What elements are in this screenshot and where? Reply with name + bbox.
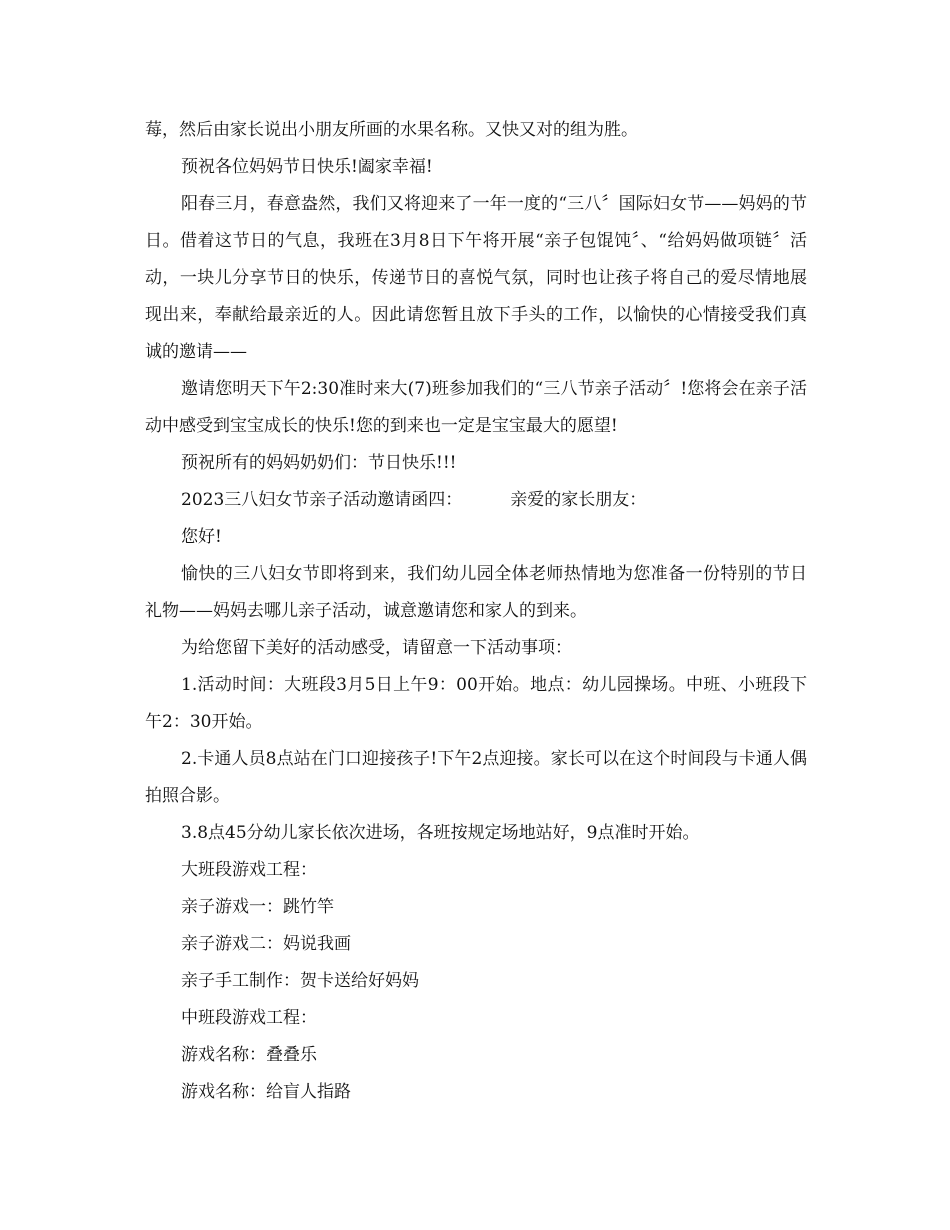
paragraph-intro: 阳春三月，春意盎然，我们又将迎来了一年一度的“三八〞国际妇女节——妈妈的节日。借着这节日的气息，我班在3月8日下午将开展“亲子包馄饨〞、“给妈妈做项链〞活动，一块儿分享节日的快乐，传递节日的喜悦气氛，同时也让孩子将自己的爱尽情地展现出来，奉献给最亲近的人。因此请您暂且放下手头的工作，以愉快的心情接受我们真诚的邀请—— [145,194,807,362]
game-item: 亲子游戏一：跳竹竿 [181,897,334,917]
list-item-entry: 3.8点45分幼儿家长依次进场，各班按规定场地站好，9点准时开始。 [181,823,700,843]
salutation: 亲爱的家长朋友： [510,490,647,510]
section-heading-middle: 中班段游戏工程： [181,1008,317,1028]
document-body [145,112,807,1111]
game-item: 亲子手工制作：贺卡送给好妈妈 [181,971,419,991]
game-item: 游戏名称：给盲人指路 [181,1082,351,1102]
paragraph-announcement: 愉快的三八妇女节即将到来，我们幼儿园全体老师热情地为您准备一份特别的节日礼物——妈妈去哪儿亲子活动，诚意邀请您和家人的到来。 [145,564,807,621]
paragraph-heading-line [145,482,807,519]
paragraph-notice: 为给您留下美好的活动感受，请留意一下活动事项： [181,638,572,658]
paragraph-greeting: 预祝所有的妈妈奶奶们：节日快乐!!! [181,453,457,473]
invitation-heading: 2023三八妇女节亲子活动邀请函四： [181,490,463,510]
list-item-cartoon: 2.卡通人员8点站在门口迎接孩子!下午2点迎接。家长可以在这个时间段与卡通人偶拍照合影。 [145,749,807,806]
game-item: 游戏名称：叠叠乐 [181,1045,317,1065]
paragraph-wishes: 预祝各位妈妈节日快乐!阖家幸福! [181,157,433,177]
paragraph-invitation: 邀请您明天下午2:30准时来大(7)班参加我们的“三八节亲子活动〞!您将会在亲子活动中感受到宝宝成长的快乐!您的到来也一定是宝宝最大的愿望! [145,379,807,436]
paragraph-continuation: 莓，然后由家长说出小朋友所画的水果名称。又快又对的组为胜。 [145,120,638,140]
section-heading-senior: 大班段游戏工程： [181,860,317,880]
paragraph-hello: 您好! [181,527,222,547]
list-item-time: 1.活动时间：大班段3月5日上午9：00开始。地点：幼儿园操场。中班、小班段下午2：30开始。 [145,675,807,732]
game-item: 亲子游戏二：妈说我画 [181,934,351,954]
